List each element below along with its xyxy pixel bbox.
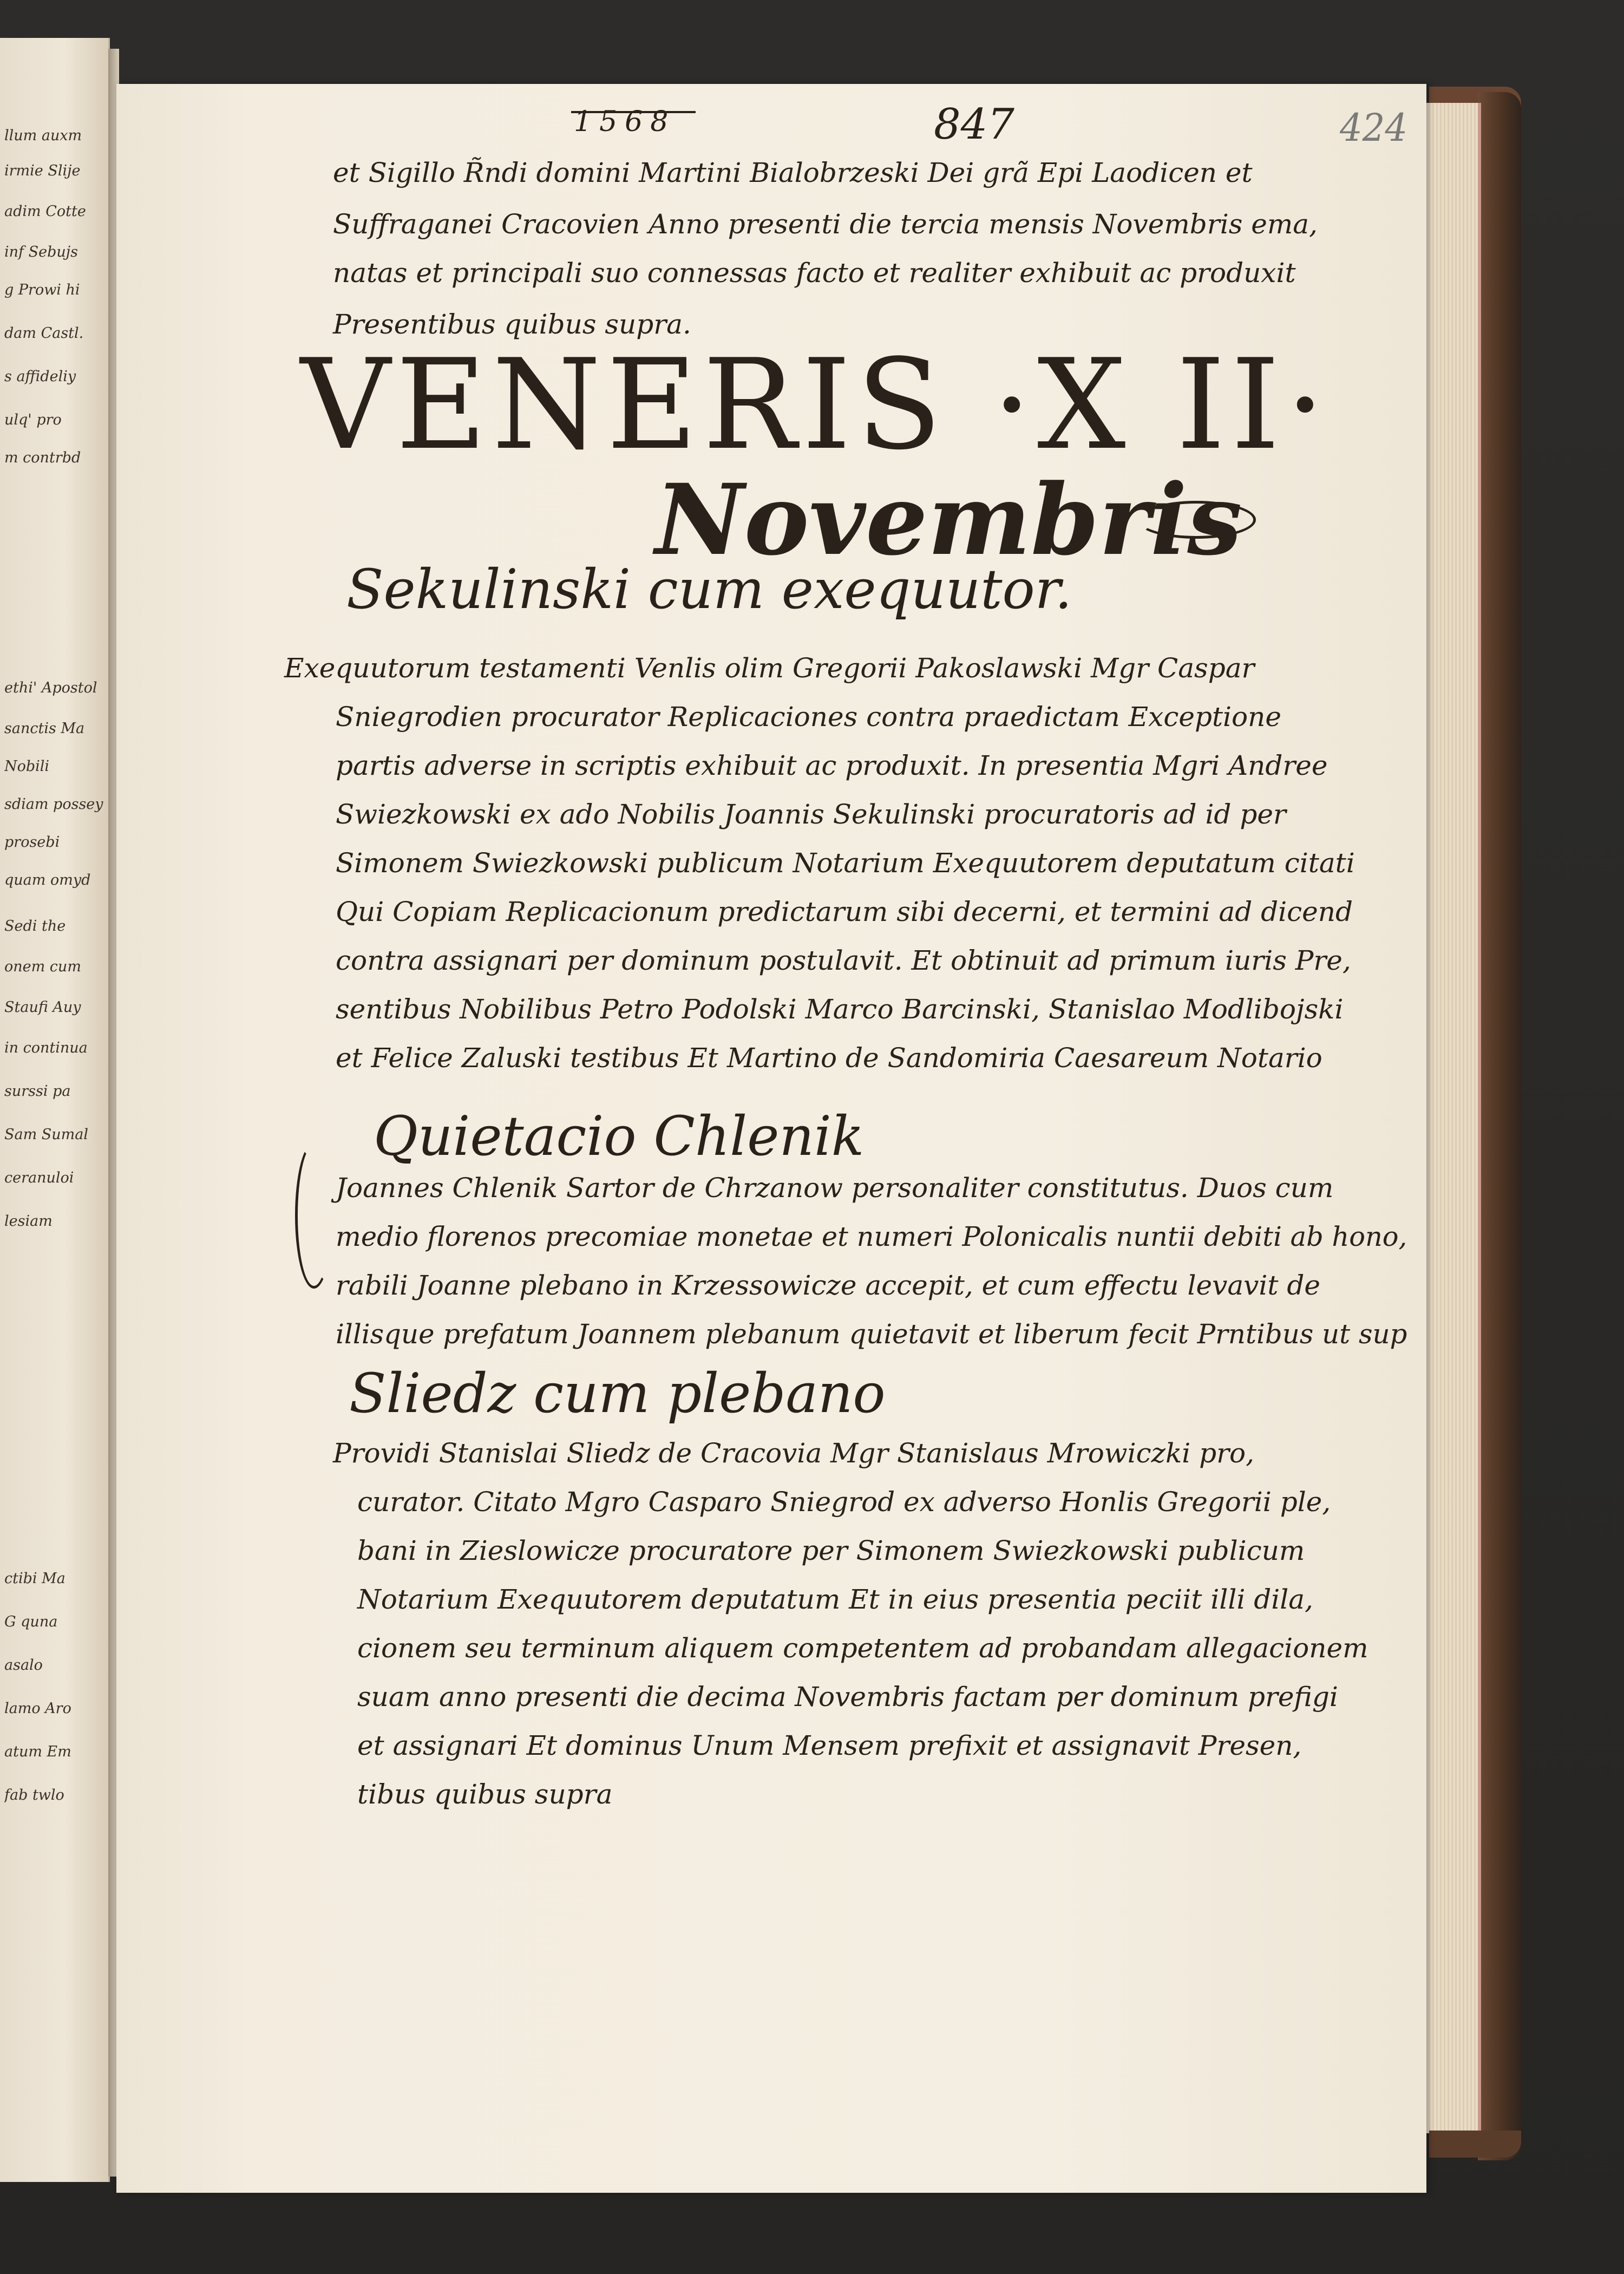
- entry-heading: Quietacio Chlenik: [374, 1105, 865, 1168]
- entry-heading: Sliedz cum plebano: [349, 1362, 886, 1425]
- left-margin-fragment: fab twlo: [4, 1787, 64, 1803]
- left-margin-fragment: sdiam possey: [4, 796, 103, 813]
- left-margin-fragment: lesiam: [4, 1213, 53, 1230]
- text-line: rabili Joanne plebano in Krzessowicze accepit, et cum effectu levavit de: [336, 1270, 1320, 1301]
- date-heading-day: VENERIS ·X II·: [300, 333, 1331, 478]
- text-line: Qui Copiam Replicacionum predictarum sibi decerni, et termini ad dicend: [336, 896, 1353, 927]
- date-heading-month: Novembris: [655, 463, 1242, 577]
- left-margin-fragment: adim Cotte: [4, 203, 86, 220]
- text-line: Providi Stanislai Sliedz de Cracovia Mgr Stanislaus Mrowiczki pro,: [333, 1437, 1255, 1469]
- left-margin-fragment: asalo: [4, 1657, 43, 1674]
- text-line: Swiezkowski ex ado Nobilis Joannis Sekulinski procuratoris ad id per: [336, 799, 1286, 830]
- left-margin-fragment: Sam Sumal: [4, 1126, 88, 1143]
- left-margin-fragment: onem cum: [4, 958, 81, 975]
- left-margin-fragment: prosebi: [4, 834, 60, 851]
- bracket-flourish: [295, 1142, 333, 1289]
- left-margin-fragment: lamo Aro: [4, 1700, 71, 1717]
- text-line: Sniegrodien procurator Replicaciones contra praedictam Exceptione: [336, 701, 1281, 733]
- left-margin-fragment: ctibi Ma: [4, 1570, 66, 1587]
- left-margin-fragment: irmie Slije: [4, 162, 81, 179]
- entry-heading: Sekulinski cum exequutor.: [346, 558, 1072, 621]
- text-line: cionem seu terminum aliquem competentem ad probandam allegacionem: [357, 1632, 1368, 1664]
- text-line: contra assignari per dominum postulavit. Et obtinuit ad primum iuris Pre,: [336, 945, 1351, 976]
- flourish-ornament: [1137, 501, 1256, 539]
- text-line: et assignari Et dominus Unum Mensem prefixit et assignavit Presen,: [357, 1730, 1302, 1761]
- left-margin-fragment: in continua: [4, 1040, 88, 1056]
- text-line: partis adverse in scriptis exhibuit ac produxit. In presentia Mgri Andree: [336, 750, 1328, 781]
- text-line: sentibus Nobilibus Petro Podolski Marco Barcinski, Stanislao Modlibojski: [336, 994, 1344, 1025]
- cover-bottom-edge: [1429, 2131, 1521, 2158]
- text-line: Suffraganei Cracovien Anno presenti die tercia mensis Novembris ema,: [333, 208, 1318, 240]
- left-margin-fragment: sanctis Ma: [4, 720, 85, 737]
- text-line: suam anno presenti die decima Novembris factam per dominum prefigi: [357, 1681, 1338, 1713]
- folio-number: 847: [934, 100, 1014, 149]
- left-margin-fragment: atum Em: [4, 1743, 71, 1760]
- left-margin-fragment: ulq' pro: [4, 411, 62, 428]
- left-margin-fragment: Sedi the: [4, 918, 66, 935]
- text-line: et Sigillo R̃ndi domini Martini Bialobrzeski Dei grã Epi Laodicen et: [333, 157, 1253, 188]
- text-line: Joannes Chlenik Sartor de Chrzanow personaliter constitutus. Duos cum: [336, 1172, 1334, 1204]
- text-line: medio florenos precomiae monetae et numeri Polonicalis nuntii debiti ab hono,: [336, 1221, 1407, 1252]
- text-line: curator. Citato Mgro Casparo Sniegrod ex adverso Honlis Gregorii ple,: [357, 1486, 1331, 1518]
- text-line: Presentibus quibus supra.: [333, 309, 691, 340]
- pencil-folio-number: 424: [1340, 106, 1408, 150]
- text-line: Notarium Exequutorem deputatum Et in eius presentia peciit illi dila,: [357, 1584, 1313, 1615]
- text-line: bani in Zieslowicze procuratore per Simonem Swiezkowski publicum: [357, 1535, 1305, 1566]
- text-line: illisque prefatum Joannem plebanum quietavit et liberum fecit Prntibus ut sup: [336, 1318, 1407, 1350]
- left-margin-fragment: Nobili: [4, 758, 50, 775]
- left-margin-fragment: g Prowi hi: [4, 282, 80, 298]
- left-margin-fragment: dam Castl.: [4, 325, 84, 342]
- left-margin-fragment: inf Sebujs: [4, 244, 78, 260]
- book-cover: [1478, 92, 1521, 2160]
- left-margin-fragment: ceranuloi: [4, 1169, 74, 1186]
- text-line: et Felice Zaluski testibus Et Martino de Sandomiria Caesareum Notario: [336, 1042, 1322, 1074]
- text-line: natas et principali suo connessas facto et realiter exhibuit ac produxit: [333, 257, 1296, 289]
- left-margin-fragment: Staufi Auy: [4, 999, 81, 1016]
- left-margin-fragment: surssi pa: [4, 1083, 71, 1100]
- left-margin-fragment: ethi' Apostol: [4, 679, 97, 696]
- left-margin-fragment: llum auxm: [4, 127, 82, 144]
- year-mark: 1568: [574, 106, 676, 138]
- page-fore-edge: [1426, 103, 1481, 2133]
- left-margin-fragment: s affideliy: [4, 368, 76, 385]
- text-line: Simonem Swiezkowski publicum Notarium Exequutorem deputatum citati: [336, 847, 1355, 879]
- text-line: Exequutorum testamenti Venlis olim Gregorii Pakoslawski Mgr Caspar: [284, 652, 1255, 684]
- left-margin-fragment: m contrbd: [4, 449, 81, 466]
- left-margin-fragment: quam omyd: [4, 872, 91, 888]
- left-facing-page: [0, 38, 110, 2182]
- left-margin-fragment: G quna: [4, 1613, 58, 1630]
- text-line: tibus quibus supra: [357, 1779, 613, 1810]
